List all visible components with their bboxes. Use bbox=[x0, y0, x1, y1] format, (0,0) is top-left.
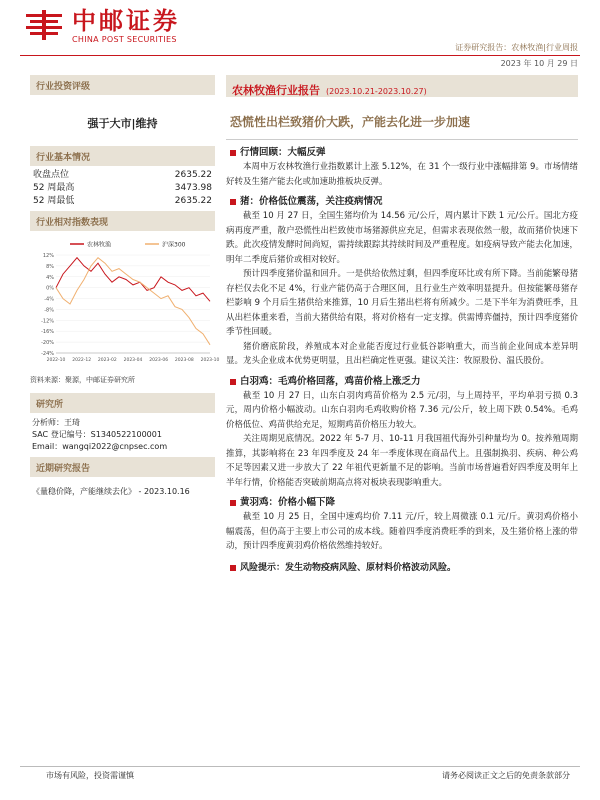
y-tick-label: -12% bbox=[41, 318, 54, 325]
section-paragraph: 截至 10 月 25 日，全国中速鸡均价 7.11 元/斤，较上周微涨 0.1 元/斤。黄羽鸡价格小幅震荡，但仍高于主要上市公司的成本线。随着四季度消费旺季的到来，及生猪价格上涨的带动，预计四季度黄羽鸡价格依然维持较好。 bbox=[226, 512, 578, 551]
relative-performance-chart bbox=[30, 235, 220, 373]
y-tick-label: 12% bbox=[42, 253, 54, 259]
section-title: 猪：价格低位震荡，关注疫病情况 bbox=[226, 195, 578, 209]
basics-header: 行业基本情况 bbox=[30, 146, 215, 166]
rating-header: 行业投资评级 bbox=[30, 75, 215, 95]
analyst-header: 研究所 bbox=[30, 393, 215, 413]
main-content bbox=[226, 75, 578, 575]
header-divider bbox=[20, 55, 580, 56]
industry-rating: 强于大市|维持 bbox=[87, 117, 158, 130]
footer-divider bbox=[20, 766, 580, 767]
china-post-emblem-icon bbox=[22, 8, 66, 42]
y-tick-label: -4% bbox=[44, 296, 54, 303]
chart-source: 资料来源：聚源，中邮证券研究所 bbox=[30, 376, 135, 384]
series-line-hs300 bbox=[56, 258, 210, 345]
y-tick-label: 4% bbox=[46, 274, 54, 281]
y-tick-label: -16% bbox=[41, 329, 54, 336]
headline-divider bbox=[226, 139, 578, 140]
report-headline: 恐慌性出栏致猪价大跌，产能去化进一步加速 bbox=[230, 115, 471, 129]
y-tick-label: 8% bbox=[46, 263, 54, 270]
section-paragraph: 本周申万农林牧渔行业指数累计上涨 5.12%，在 31 个一级行业中涨幅排第 9。市场情绪好转及生猪产能去化或加速助推板块反弹。 bbox=[226, 162, 578, 187]
perf-chart-svg bbox=[30, 235, 220, 373]
risk-warning: 风险提示：发生动物疫病风险、原材料价格波动风险。 bbox=[226, 562, 578, 575]
x-tick-label: 2022-10 bbox=[46, 358, 66, 363]
report-period: (2023.10.21-2023.10.27) bbox=[326, 87, 427, 96]
basics-table bbox=[30, 166, 215, 211]
analyst-email: Email：wangqi2022@cnpsec.com bbox=[32, 442, 168, 451]
report-title-bar bbox=[226, 75, 578, 97]
brand-name-en: CHINA POST SECURITIES bbox=[72, 35, 177, 44]
x-tick-label: 2023-10 bbox=[200, 358, 220, 363]
basics-row: 52 周最低 2635.22 bbox=[33, 196, 212, 206]
perf-header: 行业相对指数表现 bbox=[30, 211, 215, 231]
analyst-info bbox=[30, 413, 215, 457]
section-title: 行情回顾：大幅反弹 bbox=[226, 146, 578, 160]
related-header: 近期研究报告 bbox=[30, 457, 215, 477]
y-tick-label: -24% bbox=[41, 351, 54, 357]
analyst-name: 分析师：王琦 bbox=[32, 418, 80, 427]
analyst-sac: SAC 登记编号：S1340522100001 bbox=[32, 430, 162, 439]
footer-disclaimer: 请务必阅读正文之后的免责条款部分 bbox=[442, 771, 570, 780]
section-title: 黄羽鸡：价格小幅下降 bbox=[226, 496, 578, 510]
basics-row: 收盘点位 2635.22 bbox=[33, 170, 212, 180]
x-tick-label: 2023-08 bbox=[174, 358, 194, 363]
section-title: 白羽鸡：毛鸡价格回落，鸡苗价格上涨乏力 bbox=[226, 375, 578, 389]
y-tick-label: 0% bbox=[46, 285, 54, 292]
footer-risk-note: 市场有风险，投资需谨慎 bbox=[46, 771, 134, 780]
basics-row: 52 周最高 3473.98 bbox=[33, 183, 212, 193]
y-tick-label: -8% bbox=[44, 307, 54, 314]
related-report: 《量稳价降，产能继续去化》 - 2023.10.16 bbox=[32, 487, 190, 496]
x-tick-label: 2023-04 bbox=[123, 358, 143, 363]
x-tick-label: 2023-02 bbox=[97, 358, 117, 363]
legend-label: 农林牧渔 bbox=[87, 241, 112, 249]
y-tick-label: -20% bbox=[41, 340, 54, 347]
brand-name-cn: 中邮证券 bbox=[72, 7, 180, 35]
section-paragraph: 猪价磨底阶段，养殖成本对企业能否度过行业低谷影响重大，而当前企业间成本差异明显。龙头企业成本优势更明显，且出栏确定性更强。建议关注：牧原股份、温氏股份。 bbox=[226, 341, 578, 366]
section-paragraph: 关注周期见底情况。2022 年 5-7 月、10-11 月我国祖代海外引种量均为 0。按养殖周期推算，其影响将在 23 年四季度及 24 年一季度体现在商品代上。且强制换羽、疾病、种公鸡不足等因素又进一步放大了 22 年祖代更新量不足的影响。当前市场普遍看好四季度及明年上半年行情，价格能否突破前期高点将对板块表现影响重大。 bbox=[226, 434, 578, 488]
x-tick-label: 2022-12 bbox=[72, 358, 92, 363]
x-tick-label: 2023-06 bbox=[149, 358, 169, 363]
report-date: 2023 年 10 月 29 日 bbox=[500, 59, 578, 68]
brand-logo bbox=[22, 8, 182, 42]
section-paragraph: 截至 10 月 27 日，全国生猪均价为 14.56 元/公斤，周内累计下跌 1 元/公斤。国北方疫病再度严重，散户恐慌性出栏致使市场猪源供应充足，但需求表现依然一般，故而猪价快速下跌。此次疫情发酵时间尚短，需持续跟踪其持续时间及严重程度。如疫病导致产能去化加速，明年二季度后猪价或相对较好。 bbox=[226, 211, 578, 265]
left-sidebar bbox=[30, 75, 220, 507]
report-type: 农林牧渔行业报告 bbox=[232, 84, 320, 97]
legend-label: 沪深300 bbox=[162, 241, 186, 249]
report-breadcrumb: 证券研究报告：农林牧渔|行业周报 bbox=[455, 43, 578, 52]
section-paragraph: 预计四季度猪价温和回升。一是供给依然过剩，但四季度环比或有所下降。当前能繁母猪存栏仅去化不足 4%，行业产能仍高于合理区间，且行业生产效率明显提升。但按能繁母猪存栏影响 9 个月后生猪供给来推算，10 月后生猪出栏将有所减少。二是下半年为消费旺季，且从出栏体重来看，当前大猪供给有限，将对价格有一定支撑。供需博弈僵持，预计四季度猪价季节性回暖。 bbox=[226, 269, 578, 337]
section-paragraph: 截至 10 月 27 日，山东白羽肉鸡苗价格为 2.5 元/羽，与上周持平，平均单羽亏损 0.3 元，周内价格小幅波动。山东白羽肉毛鸡收购价格 7.36 元/公斤，较上周下跌 0.54%。毛鸡价格低位、鸡苗供给充足，短期鸡苗价格压力较大。 bbox=[226, 390, 578, 430]
